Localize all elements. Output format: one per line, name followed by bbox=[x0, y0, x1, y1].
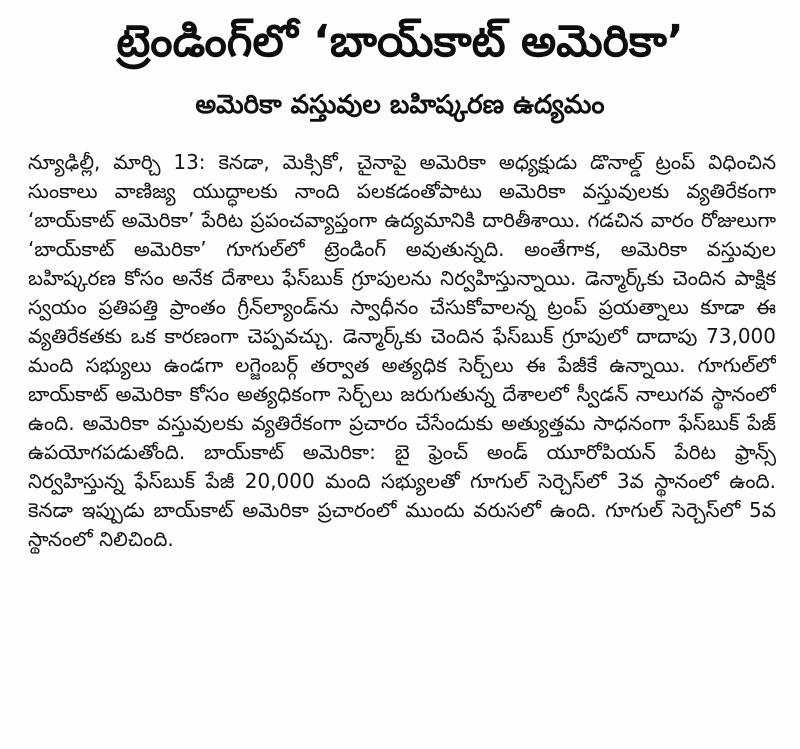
article-subheadline: అమెరికా వస్తువుల బహిష్కరణ ఉద్యమం bbox=[195, 90, 605, 120]
article-body: న్యూఢిల్లీ, మార్చి 13: కెనడా, మెక్సికో, చైనాపై అమెరికా అధ్యక్షుడు డొనాల్డ్ ట్రంప్ విధించిన సుంకాలు వాణిజ్య యుద్ధాలకు నాంది పలకడంతోపాటు అమెరికా వస్తువులకు వ్యతిరేకంగా ‘బాయ్‌కాట్ అమెరికా’ పేరిట ప్రపంచవ్యాప్తంగా ఉద్యమానికి దారితీశాయి. గడచిన వారం రోజులుగా ‘బాయ్‌కాట్ అమెరికా’ గూగుల్‌లో ట్రెండింగ్ అవుతున్నది. అంతేగాక, అమెరికా వస్తువుల బహిష్కరణ కోసం అనేక దేశాలు ఫేస్‌బుక్ గ్రూపులను నిర్వహిస్తున్నాయి. డెన్మార్క్‌కు చెందిన పాక్షిక స్వయం ప్రతిపత్తి ప్రాంతం గ్రీన్‌ల్యాండ్‌ను స్వాధీనం చేసుకోవాలన్న ట్రంప్ ప్రయత్నాలు కూడా ఈ వ్యతిరేకతకు ఒక కారణంగా చెప్పవచ్చు. డెన్మార్క్‌కు చెందిన ఫేస్‌బుక్ గ్రూపులో దాదాపు 73,000 మంది సభ్యులు ఉండగా లగ్జెంబర్గ్ తర్వాత అత్యధిక సెర్చ్‌లు ఈ పేజీకే ఉన్నాయి. గూగుల్‌లో బాయ్‌కాట్ అమెరికా కోసం అత్యధికంగా సెర్చ్‌లు జరుగుతున్న దేశాలలో స్వీడన్ నాలుగవ స్థానంలో ఉంది. అమెరికా వస్తువులకు వ్యతిరేకంగా ప్రచారం చేసేందుకు అత్యుత్తమ సాధనంగా ఫేస్‌బుక్ పేజ్ ఉపయోగపడుతోంది. బాయ్‌కాట్ అమెరికా: బై ఫ్రెంచ్ అండ్ యూరోపియన్ పేరిట ఫ్రాన్స్ నిర్వహిస్తున్న ఫేస్‌బుక్ పేజీ 20,000 మంది సభ్యులతో గూగుల్ సెర్చెస్‌లో 3వ స్థానంలో ఉంది. కెనడా ఇప్పుడు బాయ్‌కాట్ అమెరికా ప్రచారంలో ముందు వరుసలో ఉంది. గూగుల్ సెర్చెస్‌లో 5వ స్థానంలో నిలిచింది. bbox=[28, 150, 776, 551]
article-headline: ట్రెండింగ్‌లో ‘బాయ్‌కాట్ అమెరికా’ bbox=[116, 16, 684, 67]
